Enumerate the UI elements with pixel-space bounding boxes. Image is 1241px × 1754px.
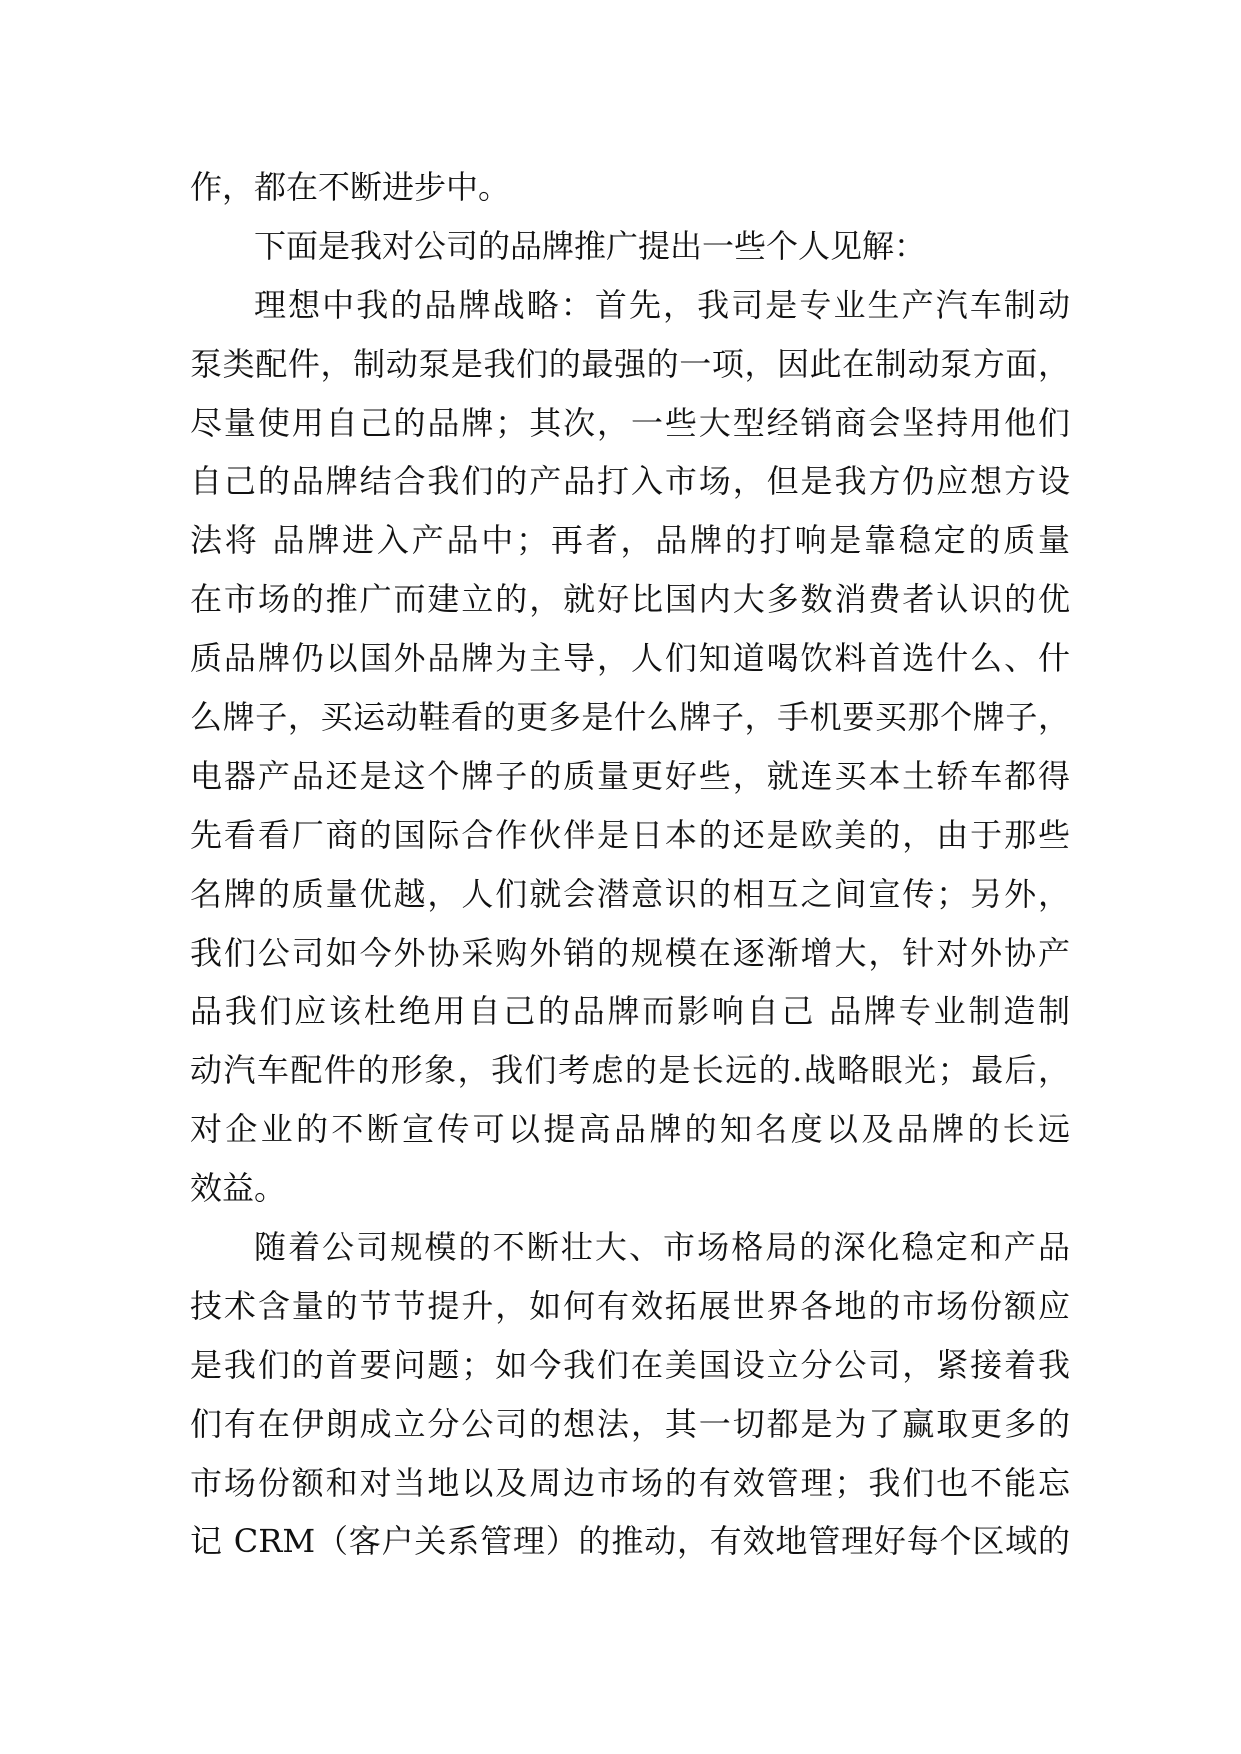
text-line: 下面是我对公司的品牌推广提出一些个人见解： — [254, 226, 927, 265]
paragraph-market-expansion — [190, 1218, 1070, 1571]
text-line: 先看看厂商的国际合作伙伴是日本的还是欧美的，由于那些 — [190, 815, 1070, 854]
text-line: 在市场的推广而建立的，就好比国内大多数消费者认识的优 — [190, 580, 1070, 619]
text-line: 我们公司如今外协采购外销的规模在逐渐增大，针对外协产 — [190, 933, 1070, 972]
text-line: 质品牌仍以国外品牌为主导，人们知道喝饮料首选什么、什 — [190, 639, 1070, 678]
text-line: 泵类配件，制动泵是我们的最强的一项，因此在制动泵方面， — [190, 344, 1070, 383]
text-line: 市场份额和对当地以及周边市场的有效管理；我们也不能忘 — [190, 1463, 1070, 1502]
text-line: 品我们应该杜绝用自己的品牌而影响自己 品牌专业制造制 — [190, 992, 1070, 1031]
text-line: 么牌子，买运动鞋看的更多是什么牌子，手机要买那个牌子， — [190, 698, 1070, 737]
text-line: 随着公司规模的不断壮大、市场格局的深化稳定和产品 — [254, 1228, 1070, 1267]
text-line: 技术含量的节节提升，如何有效拓展世界各地的市场份额应 — [190, 1286, 1070, 1325]
paragraph-brand-strategy — [190, 276, 1070, 1218]
text-line: 理想中我的品牌战略：首先，我司是专业生产汽车制动 — [254, 285, 1070, 324]
text-line: 尽量使用自己的品牌；其次，一些大型经销商会坚持用他们 — [190, 403, 1070, 442]
text-line: 电器产品还是这个牌子的质量更好些，就连买本土轿车都得 — [190, 756, 1070, 795]
text-line: 对企业的不断宣传可以提高品牌的知名度以及品牌的长远 — [190, 1110, 1070, 1149]
text-line: 效益。 — [190, 1169, 287, 1208]
text-line: 自己的品牌结合我们的产品打入市场，但是我方仍应想方设 — [190, 462, 1070, 501]
text-line: 名牌的质量优越，人们就会潜意识的相互之间宣传；另外， — [190, 874, 1070, 913]
body-text — [190, 158, 1070, 1571]
text-line: 动汽车配件的形象，我们考虑的是长远的.战略眼光；最后， — [190, 1051, 1070, 1090]
paragraph-intro — [190, 217, 1070, 276]
paragraph-continuation — [190, 158, 1070, 217]
text-line: 法将 品牌进入产品中；再者，品牌的打响是靠稳定的质量 — [190, 521, 1070, 560]
text-line: 作，都在不断进步中。 — [190, 168, 511, 206]
text-line: 记 CRM（客户关系管理）的推动，有效地管理好每个区域的 — [190, 1522, 1070, 1561]
text-line: 是我们的首要问题；如今我们在美国设立分公司，紧接着我 — [190, 1345, 1070, 1384]
text-line: 们有在伊朗成立分公司的想法，其一切都是为了赢取更多的 — [190, 1404, 1070, 1443]
